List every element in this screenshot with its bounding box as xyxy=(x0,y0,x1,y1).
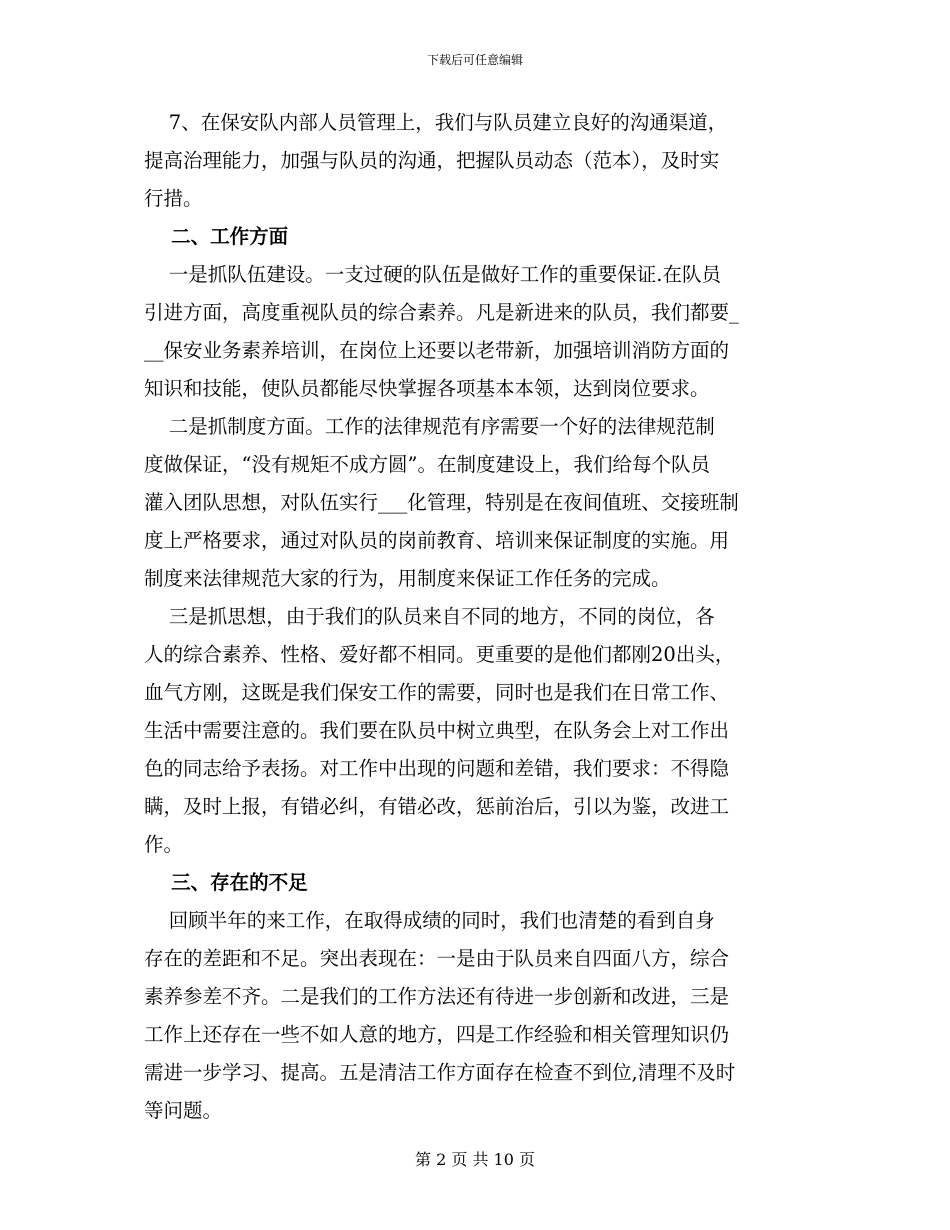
body-text-line: 需进一步学习、提高。五是清洁工作方面存在检查不到位,清理不及时 xyxy=(144,1061,736,1084)
body-text-line: 生活中需要注意的。我们要在队员中树立典型，在队务会上对工作出 xyxy=(144,719,730,742)
body-text-line: 瞒，及时上报，有错必纠，有错必改，惩前治后，引以为鉴，改进工 xyxy=(144,795,730,818)
page-header: 下载后可任意编辑 xyxy=(426,53,523,67)
body-text-line: 素养参差不齐。二是我们的工作方法还有待进一步创新和改进，三是 xyxy=(144,985,730,1008)
body-text-line: __保安业务素养培训，在岗位上还要以老带新，加强培训消防方面的 xyxy=(144,339,730,362)
body-text-line: 度上严格要求，通过对队员的岗前教育、培训来保证制度的实施。用 xyxy=(144,529,730,552)
body-text-line: 灌入团队思想，对队伍实行___化管理，特别是在夜间值班、交接班制 xyxy=(144,491,739,514)
body-text-line: 等问题。 xyxy=(144,1099,223,1122)
body-text-line: 人的综合素养、性格、爱好都不相同。更重要的是他们都刚20出头， xyxy=(144,643,735,666)
body-text-line: 行措。 xyxy=(144,187,203,210)
document-body xyxy=(144,104,809,1130)
body-text-line: 三是抓思想，由于我们的队员来自不同的地方，不同的岗位，各 xyxy=(144,605,715,628)
section-heading: 二、工作方面 xyxy=(144,225,289,248)
body-text-line: 度做保证，“没有规矩不成方圆”。在制度建设上，我们给每个队员 xyxy=(144,453,710,476)
body-text-line: 二是抓制度方面。工作的法律规范有序需要一个好的法律规范制 xyxy=(144,415,715,438)
body-text-line: 制度来法律规范大家的行为，用制度来保证工作任务的完成。 xyxy=(144,567,671,590)
page-footer: 第 2 页 共 10 页 xyxy=(415,1150,535,1169)
body-text-line: 提高治理能力，加强与队员的沟通，把握队员动态（范本），及时实 xyxy=(144,149,720,172)
body-text-line: 引进方面，高度重视队员的综合素养。凡是新进来的队员，我们都要_ xyxy=(144,301,739,324)
body-text-line: 7、在保安队内部人员管理上，我们与队员建立良好的沟通渠道， xyxy=(144,111,728,134)
body-text-line: 工作上还存在一些不如人意的地方，四是工作经验和相关管理知识仍 xyxy=(144,1023,730,1046)
body-text-line: 血气方刚，这既是我们保安工作的需要，同时也是我们在日常工作、 xyxy=(144,681,730,704)
body-text-line: 一是抓队伍建设。一支过硬的队伍是做好工作的重要保证.在队员 xyxy=(144,263,721,286)
body-text-line: 知识和技能，使队员都能尽快掌握各项基本本领，达到岗位要求。 xyxy=(144,377,710,400)
body-text-line: 存在的差距和不足。突出表现在：一是由于队员来自四面八方，综合 xyxy=(144,947,730,970)
body-text-line: 色的同志给予表扬。对工作中出现的问题和差错，我们要求：不得隐 xyxy=(144,757,730,780)
body-text-line: 作。 xyxy=(144,833,184,856)
body-text-line: 回顾半年的来工作，在取得成绩的同时，我们也清楚的看到自身 xyxy=(144,909,715,932)
section-heading: 三、存在的不足 xyxy=(144,871,308,894)
